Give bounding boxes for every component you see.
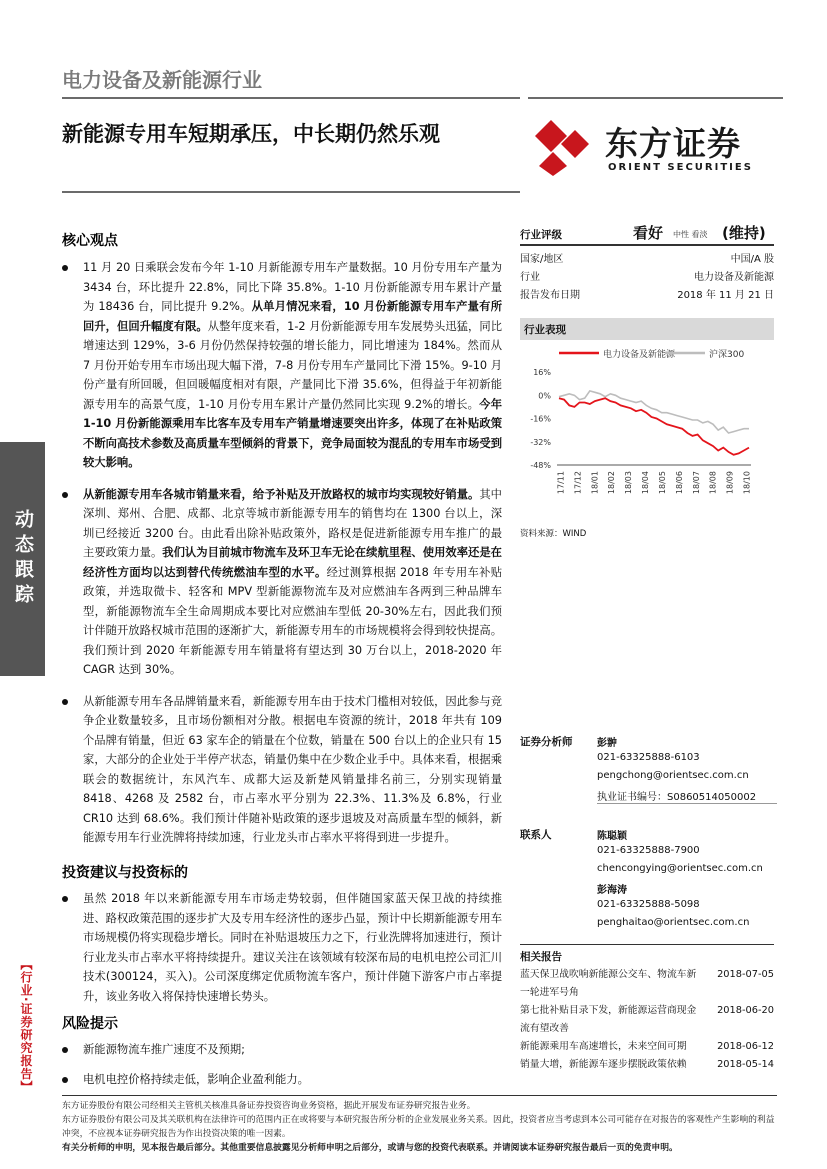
contacts-label: 联系人 [520, 829, 552, 841]
x-tick-label: 18/04 [641, 471, 651, 495]
legend-label: 沪深300 [709, 350, 745, 360]
text-run: 11 月 20 日乘联会发布今年 1-10 月新能源专用车产量数据。10 月份专用车产量为 3434 台，环比提升 22.8%，同比下降 35.8%。1-10 月份新能源专用车累计产量为 18436 台，同比提升 9.2%。 [83, 261, 502, 313]
contact-name: 陈聪颖 [597, 831, 627, 842]
contact-name: 彭海涛 [597, 885, 627, 896]
risk-body [62, 1040, 502, 1101]
related-item[interactable]: 第七批补贴目录下发，新能源运营商现金流有望改善 2018-06-20 [520, 1005, 774, 1034]
legend-label: 电力设备及新能源 [603, 350, 676, 360]
y-tick-label: -32% [530, 437, 551, 447]
disclaimer [62, 1099, 777, 1155]
analyst-cert: 执业证书编号：S0860514050002 [597, 792, 757, 803]
bold-text-run: 我们认为目前城市物流车及环卫车无论在续航里程、使用效率还是在经济性方面均以达到替代传统燃油车型的水平。 [83, 546, 502, 579]
industry-sector: 电力设备及新能源行业 [62, 68, 262, 92]
footer-rule [62, 1095, 777, 1096]
related-item[interactable]: 蓝天保卫战吹响新能源公交车、物流车新一轮进军号角 2018-07-05 [520, 969, 774, 998]
core-paragraph-3 [62, 692, 502, 848]
y-tick-label: 16% [533, 368, 551, 377]
y-tick-label: -48% [530, 461, 551, 470]
rating-rule [520, 244, 774, 246]
series-line [559, 391, 749, 433]
series-line [559, 398, 749, 455]
related-rule-top [520, 944, 774, 945]
header-rule-left [62, 97, 520, 99]
title-rule [62, 191, 520, 193]
x-tick-label: 17/11 [556, 471, 566, 495]
invest-body [62, 889, 502, 1018]
text-run: 从整年度来看，1-2 月份新能源专用车发展势头迅猛，同比增速达到 129%，3-6 月份仍然保持较强的增长能力，同比增速为 184%。然而从 7 月份开始专用车市场出现大幅下滑，7-8 月份专用车产量同比下滑 15%。9-10 月份产量有所回暖，但回暖幅度相对有限，产量同比下滑 35.6%，但得益于年初新能源专用车的高景气度，1-10 月份专用车累计产量仍然同比实现 9.2%的增长。 [83, 319, 502, 411]
contact-email[interactable]: penghaitao@orientsec.com.cn [597, 917, 750, 928]
x-tick-label: 18/08 [708, 471, 718, 495]
risk-heading: 风险提示 [62, 1016, 118, 1032]
disclaimer-line: 东方证券股份有限公司及其关联机构在法律许可的范围内正在或将要与本研究报告所分析的企业发展业务关系。因此，投资者应当考虑到本公司可能存在对报告的客观性产生影响的利益冲突，不应视本证券研究报告为作出投资决策的唯一因素。 [62, 1115, 775, 1139]
contact-phone: 021-63325888-5098 [597, 899, 700, 910]
core-paragraph-2 [62, 485, 502, 680]
invest-paragraph: 虽然 2018 年以来新能源专用车市场走势较弱，但伴随国家蓝天保卫战的持续推进、路权政策范围的逐步扩大及专用车经济性的逐步凸显，预计中长期新能源专用车市场规模仍将实现稳步增长。同时在补贴退坡压力之下，行业洗牌将加速进行，预计行业龙头市占率水平将持续提升。建议关注在该领域有较深布局的电机电控公司汇川技术(300124，买入)。公司深度绑定优质物流车客户，预计伴随下游客户市占率提升，该业务收入将保持快速增长势头。 [62, 889, 502, 1006]
text-run: 其中深圳、郑州、合肥、成都、北京等城市新能源专用车的销售均在 1300 台以上，深圳已经接近 3200 台。由此看出除补贴政策外，路权是促进新能源专用车推广的最主要政策力量。 [83, 487, 502, 559]
x-tick-label: 18/01 [590, 471, 600, 495]
chart-source: 资料来源：WIND [520, 529, 587, 539]
related-heading: 相关报告 [520, 951, 562, 963]
analyst-label: 证券分析师 [520, 736, 573, 748]
analyst-rule [597, 803, 777, 804]
header-rule-right [528, 97, 783, 99]
y-tick-label: -16% [530, 414, 551, 424]
invest-heading: 投资建议与投资标的 [62, 865, 188, 881]
x-tick-label: 18/06 [674, 471, 684, 495]
x-tick-label: 18/10 [742, 471, 752, 495]
report-type-label: 动态跟踪 [12, 509, 34, 609]
x-tick-label: 17/12 [573, 471, 583, 495]
bold-text-run: 从单月情况来看，10 月份新能源专用车产量有所回升，但回升幅度有限。 [83, 300, 502, 333]
chart-title: 行业表现 [524, 324, 566, 336]
bold-text-run: 从新能源专用车各城市销量来看，给予补贴及开放路权的城市均实现较好销量。 [83, 487, 480, 501]
analyst-phone: 021-63325888-6103 [597, 752, 700, 763]
disclaimer-line: 有关分析师的申明，见本报告最后部分。其他重要信息披露见分析师申明之后部分，或请与您的投资代表联系。并请阅读本证券研究报告最后一页的免责申明。 [62, 1143, 678, 1153]
analyst-email[interactable]: pengchong@orientsec.com.cn [597, 770, 749, 781]
logo-text-cn: 东方证券 [605, 124, 741, 163]
bold-text-run: 今年 1-10 月份新能源乘用车比客车及专用车产销量增速要突出许多，体现了在补贴政策不断向高技术参数及高质量车型倾斜的背景下，竞争局面较为混乱的专用车市场受到较大影响。 [83, 397, 502, 469]
x-tick-label: 18/09 [725, 471, 735, 495]
orient-securities-logo-icon [529, 118, 597, 176]
related-item[interactable]: 新能源乘用车高速增长，未来空间可期 2018-06-12 [520, 1041, 774, 1052]
rating-options: 中性 看淡 [673, 230, 708, 239]
text-run: 经过测算根据 2018 年专用车补贴政策，并选取微卡、轻客和 MPV 型新能源物流车及对应燃油车各两到三种品牌车型，新能源物流车全生命周期成本要比对应燃油车型低 20-30%左右，因此我们预计伴随开放路权城市范围的逐渐扩大，新能源专用车的市场规模将会得到较快提高。我们预计到 2020 年新能源专用车销量将有望达到 30 万台以上，2018-2020 年 CAGR 达到 30%。 [83, 565, 502, 676]
core-heading: 核心观点 [62, 233, 118, 249]
logo-text-en: ORIENT SECURITIES [608, 162, 753, 173]
core-paragraph-1 [62, 258, 502, 473]
rating-maintain: (维持) [722, 224, 766, 242]
rating-label: 行业评级 [520, 229, 562, 241]
related-item[interactable]: 销量大增，新能源车逐步摆脱政策依赖 2018-05-14 [520, 1059, 774, 1070]
related-list [520, 966, 776, 1074]
contact-phone: 021-63325888-7900 [597, 845, 700, 856]
report-title: 新能源专用车短期承压，中长期仍然乐观 [62, 122, 440, 146]
risk-item: 新能源物流车推广速度不及预期; [62, 1040, 502, 1060]
x-tick-label: 18/02 [607, 471, 617, 495]
x-tick-label: 18/03 [624, 471, 634, 495]
rating-value: 看好 [633, 224, 664, 242]
risk-item: 电机电控价格持续走低，影响企业盈利能力。 [62, 1070, 502, 1090]
text-run: 从新能源专用车各品牌销量来看，新能源专用车由于技术门槛相对较低，因此参与竞争企业数量较多，且市场份额相对分散。根据电车资源的统计，2018 年共有 109 个品牌有销量，但近 63 家车企的销量在个位数，销量在 500 台以上的企业只有 15 家，大部分的企业处于半停产状态，销量仍集中在少数企业手中。具体来看，根据乘联会的数据统计，东风汽车、成都大运及新楚风销量排名前三，分别实现销量 8418、4268 及 2582 台，市占率水平分别为 22.3%、11.3%及 6.8%，行业 CR10 达到 68.6%。我们预计伴随补贴政策的逐步退坡及对高质量车型的倾斜，新能源专用车行业洗牌将持续加速，行业龙头市占率水平将得到进一步提升。 [83, 694, 502, 844]
performance-chart [515, 344, 777, 514]
disclaimer-line: 东方证券股份有限公司经相关主管机关核准具备证券投资咨询业务资格，据此开展发布证券研究报告业务。 [62, 1101, 476, 1111]
core-body [62, 258, 502, 860]
analyst-name: 彭翀 [597, 738, 617, 749]
x-tick-label: 18/05 [657, 471, 667, 495]
x-tick-label: 18/07 [691, 471, 701, 495]
report-series-label: 【行业·证券研究报告】 [19, 958, 33, 1094]
contact-email[interactable]: chencongying@orientsec.com.cn [597, 863, 763, 874]
y-tick-label: 0% [538, 391, 551, 401]
